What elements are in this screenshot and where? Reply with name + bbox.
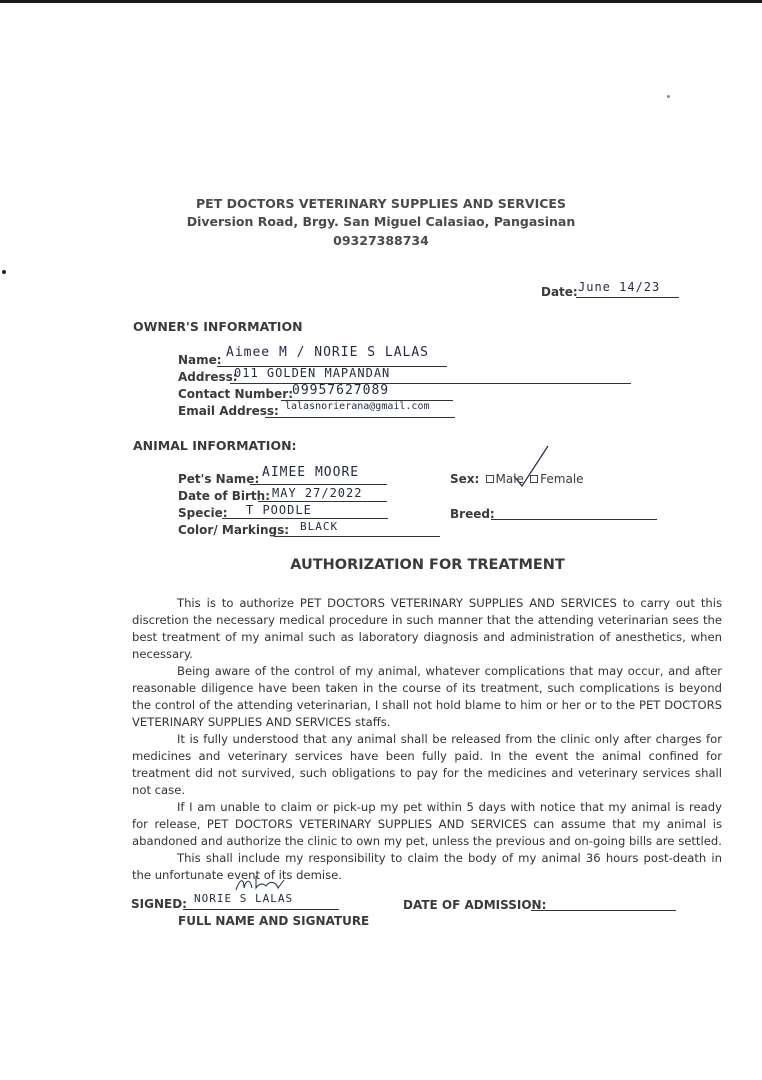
scan-top-border bbox=[0, 0, 762, 3]
contact-number-value[interactable]: 09957627089 bbox=[292, 383, 390, 398]
animal-info-heading: ANIMAL INFORMATION: bbox=[133, 438, 297, 453]
email-label: Email Address: bbox=[178, 404, 279, 418]
owner-info-heading: OWNER'S INFORMATION bbox=[133, 319, 303, 334]
authorization-title: AUTHORIZATION FOR TREATMENT bbox=[290, 557, 565, 573]
authorization-paragraph: If I am unable to claim or pick-up my pet within 5 days with notice that my animal is ready for release, PET DOCTORS VETERINARY SUPPLIES AND SERVICES can assume that my animal is abandoned and authorize the clinic to own my pet, unless the previous and on-going bills are settled. bbox=[132, 800, 722, 848]
authorization-paragraph: It is fully understood that any animal shall be released from the clinic only after charges for medicines and veterinary services have been fully paid. In the event the animal confined for treatment did not survived, such obligations to pay for the medicines and veterinary services shall not case. bbox=[132, 732, 722, 797]
pet-name-label: Pet's Name: bbox=[178, 472, 260, 486]
dob-value[interactable]: MAY 27/2022 bbox=[272, 486, 363, 500]
dob-line bbox=[258, 501, 387, 502]
email-line bbox=[265, 417, 455, 418]
signature-line bbox=[183, 909, 339, 910]
date-value[interactable]: June 14/23 bbox=[578, 280, 661, 294]
authorization-paragraph: Being aware of the control of my animal, whatever complications that may occur, and after reasonable diligence have been taken in the course of its treatment, such complications is beyond the control of the attending veterinarian, I shall not hold blame to him or her or to the PET DOCTORS VETERINARY SUPPLIES AND SERVICES staffs. bbox=[132, 664, 722, 729]
specie-line bbox=[222, 518, 388, 519]
color-markings-label: Color/ Markings: bbox=[178, 523, 290, 537]
signed-name-value[interactable]: NORIE S LALAS bbox=[194, 892, 294, 905]
authorization-paragraph: This is to authorize PET DOCTORS VETERINARY SUPPLIES AND SERVICES to carry out this discretion the necessary medical procedure in such manner that the attending veterinarian sees the best treatment of my animal such as laboratory diagnosis and administration of anesthetics, when necessary. bbox=[132, 596, 722, 661]
owner-address-value[interactable]: 011 GOLDEN MAPANDAN bbox=[234, 366, 391, 380]
female-checkmark bbox=[512, 442, 552, 492]
female-option-label: Female bbox=[540, 472, 584, 486]
breed-label: Breed: bbox=[450, 507, 495, 521]
company-phone: 09327388734 bbox=[333, 233, 429, 248]
color-markings-value[interactable]: BLACK bbox=[300, 520, 339, 533]
color-markings-line bbox=[274, 536, 440, 537]
scan-speck bbox=[667, 95, 670, 98]
dob-label: Date of Birth: bbox=[178, 489, 271, 503]
company-address: Diversion Road, Brgy. San Miguel Calasiao, Pangasinan bbox=[186, 214, 576, 229]
pet-name-line bbox=[250, 484, 387, 485]
date-label: Date: bbox=[541, 285, 578, 299]
owner-address-label: Address: bbox=[178, 370, 238, 384]
owner-name-value[interactable]: Aimee M / NORIE S LALAS bbox=[226, 345, 430, 360]
company-name: PET DOCTORS VETERINARY SUPPLIES AND SERVICES bbox=[196, 196, 566, 211]
handwritten-signature bbox=[232, 872, 302, 896]
sex-label: Sex: bbox=[450, 472, 480, 486]
full-name-signature-label: FULL NAME AND SIGNATURE bbox=[178, 914, 370, 928]
specie-value[interactable]: T POODLE bbox=[246, 503, 312, 517]
contact-number-label: Contact Number: bbox=[178, 387, 293, 401]
authorization-paragraph: This shall include my responsibility to claim the body of my animal 36 hours post-death in the unfortunate event of its demise. bbox=[132, 851, 722, 882]
email-value[interactable]: lalasnorierana@gmail.com bbox=[285, 401, 430, 412]
signed-label: SIGNED: bbox=[131, 897, 187, 911]
breed-line[interactable] bbox=[491, 519, 657, 520]
date-line bbox=[576, 297, 679, 298]
male-checkbox[interactable] bbox=[486, 475, 494, 483]
specie-label: Specie: bbox=[178, 506, 228, 520]
authorization-body bbox=[132, 595, 722, 884]
male-option-label: Male bbox=[495, 472, 524, 486]
date-of-admission-line[interactable] bbox=[531, 910, 676, 911]
pet-name-value[interactable]: AIMEE MOORE bbox=[262, 465, 360, 480]
owner-name-label: Name: bbox=[178, 353, 222, 367]
scan-speck bbox=[2, 270, 6, 274]
date-of-admission-label: DATE OF ADMISSION: bbox=[403, 898, 547, 912]
owner-address-line bbox=[230, 383, 631, 384]
